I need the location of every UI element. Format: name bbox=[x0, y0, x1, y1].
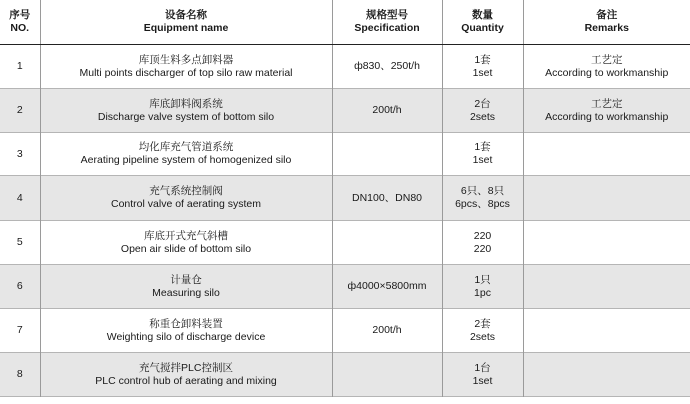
quantity-zh: 1套 bbox=[474, 141, 491, 153]
equipment-name-en: PLC control hub of aerating and mixing bbox=[95, 374, 277, 387]
table-row bbox=[0, 265, 690, 309]
cell-equipment-name bbox=[40, 221, 332, 265]
equipment-name-en: Measuring silo bbox=[152, 286, 220, 299]
header-remarks bbox=[523, 0, 690, 45]
header-row bbox=[0, 0, 690, 45]
cell-specification: ф830、250t/h bbox=[332, 45, 442, 89]
quantity-zh: 1套 bbox=[474, 53, 491, 66]
cell-quantity bbox=[442, 45, 523, 89]
quantity-zh: 1台 bbox=[474, 361, 491, 374]
cell-quantity bbox=[442, 89, 523, 133]
cell-no: 7 bbox=[16, 324, 23, 336]
equipment-name-en: Aerating pipeline system of homogenized silo bbox=[80, 154, 292, 166]
equipment-name-zh: 称重仓卸料装置 bbox=[149, 317, 223, 330]
remark-zh: 工艺定 bbox=[591, 53, 623, 66]
cell-no: 1 bbox=[16, 60, 23, 72]
header-quantity-en: Quantity bbox=[461, 22, 504, 34]
quantity-zh: 1只 bbox=[474, 273, 491, 286]
cell-remarks bbox=[523, 45, 690, 89]
cell-quantity bbox=[442, 133, 523, 176]
cell-specification bbox=[332, 221, 442, 265]
cell-quantity bbox=[442, 353, 523, 397]
table-body bbox=[0, 45, 690, 397]
equipment-name-zh: 均化库充气管道系统 bbox=[138, 141, 234, 153]
cell-equipment-name bbox=[40, 89, 332, 133]
remark-en: According to workmanship bbox=[545, 110, 669, 123]
cell-specification: ф4000×5800mm bbox=[332, 265, 442, 309]
table-row bbox=[0, 309, 690, 353]
remark-en: According to workmanship bbox=[545, 66, 669, 79]
table-header bbox=[0, 0, 690, 45]
cell-remarks bbox=[523, 176, 690, 221]
cell-equipment-name bbox=[40, 45, 332, 89]
cell-no: 4 bbox=[0, 176, 40, 221]
equipment-name-en: Multi points discharger of top silo raw material bbox=[79, 66, 293, 79]
cell-no: 3 bbox=[16, 147, 23, 160]
header-no bbox=[0, 0, 40, 45]
equipment-name-en: Discharge valve system of bottom silo bbox=[97, 110, 275, 123]
table-row bbox=[0, 221, 690, 265]
cell-quantity bbox=[442, 309, 523, 353]
header-specification bbox=[332, 0, 442, 45]
equipment-name-en: Control valve of aerating system bbox=[111, 198, 261, 210]
cell-remarks bbox=[523, 309, 690, 353]
equipment-name-zh: 充气系统控制阀 bbox=[149, 185, 223, 197]
header-equipment-name bbox=[40, 0, 332, 45]
equipment-name-zh: 计量仓 bbox=[170, 273, 202, 286]
equipment-name-en: Open air slide of bottom silo bbox=[120, 242, 252, 255]
quantity-en: 1set bbox=[472, 374, 493, 387]
cell-no: 8 bbox=[0, 353, 40, 397]
cell-no: 2 bbox=[0, 89, 40, 133]
cell-remarks bbox=[523, 89, 690, 133]
equipment-name-zh: 库底卸料阀系统 bbox=[149, 97, 223, 110]
cell-specification: DN100、DN80 bbox=[332, 176, 442, 221]
table-row bbox=[0, 176, 690, 221]
quantity-en: 2sets bbox=[469, 330, 496, 343]
header-quantity bbox=[442, 0, 523, 45]
header-remarks-en: Remarks bbox=[584, 22, 629, 34]
equipment-name-zh: 库顶生料多点卸料器 bbox=[138, 53, 234, 66]
header-equipment-name-zh: 设备名称 bbox=[165, 9, 207, 21]
cell-equipment-name bbox=[40, 309, 332, 353]
header-no-zh: 序号 bbox=[9, 9, 31, 21]
equipment-name-zh: 库底开式充气斜槽 bbox=[144, 229, 228, 242]
header-specification-zh: 规格型号 bbox=[366, 9, 408, 21]
cell-quantity bbox=[442, 176, 523, 221]
quantity-zh: 2套 bbox=[474, 317, 491, 330]
cell-equipment-name bbox=[40, 353, 332, 397]
equipment-name-en: Weighting silo of discharge device bbox=[106, 330, 266, 343]
cell-equipment-name bbox=[40, 176, 332, 221]
cell-remarks bbox=[523, 133, 690, 176]
cell-specification bbox=[332, 353, 442, 397]
quantity-en: 1pc bbox=[474, 286, 491, 299]
cell-remarks bbox=[523, 265, 690, 309]
header-specification-en: Specification bbox=[354, 22, 420, 34]
quantity-zh: 220 bbox=[473, 229, 492, 242]
quantity-en: 2sets bbox=[469, 110, 496, 123]
remark-zh: 工艺定 bbox=[591, 97, 623, 110]
table-row bbox=[0, 353, 690, 397]
table-row bbox=[0, 89, 690, 133]
table-row bbox=[0, 45, 690, 89]
cell-remarks bbox=[523, 221, 690, 265]
header-quantity-zh: 数量 bbox=[472, 9, 493, 21]
table-row bbox=[0, 133, 690, 176]
cell-specification bbox=[332, 133, 442, 176]
cell-no: 6 bbox=[0, 265, 40, 309]
quantity-en: 1set bbox=[472, 154, 493, 166]
header-no-en: NO. bbox=[10, 22, 30, 34]
cell-no: 5 bbox=[16, 236, 23, 248]
cell-specification: 200t/h bbox=[332, 89, 442, 133]
cell-specification: 200t/h bbox=[332, 309, 442, 353]
equipment-name-zh: 充气搅拌PLC控制区 bbox=[139, 361, 233, 374]
header-remarks-zh: 备注 bbox=[596, 9, 618, 21]
quantity-en: 6pcs、8pcs bbox=[455, 198, 510, 210]
quantity-en: 1set bbox=[472, 66, 493, 79]
cell-quantity bbox=[442, 221, 523, 265]
quantity-en: 220 bbox=[473, 242, 492, 255]
cell-quantity bbox=[442, 265, 523, 309]
quantity-zh: 2台 bbox=[474, 97, 491, 110]
quantity-zh: 6只、8只 bbox=[460, 185, 505, 197]
cell-equipment-name bbox=[40, 133, 332, 176]
cell-equipment-name bbox=[40, 265, 332, 309]
cell-remarks bbox=[523, 353, 690, 397]
header-equipment-name-en: Equipment name bbox=[143, 22, 229, 34]
